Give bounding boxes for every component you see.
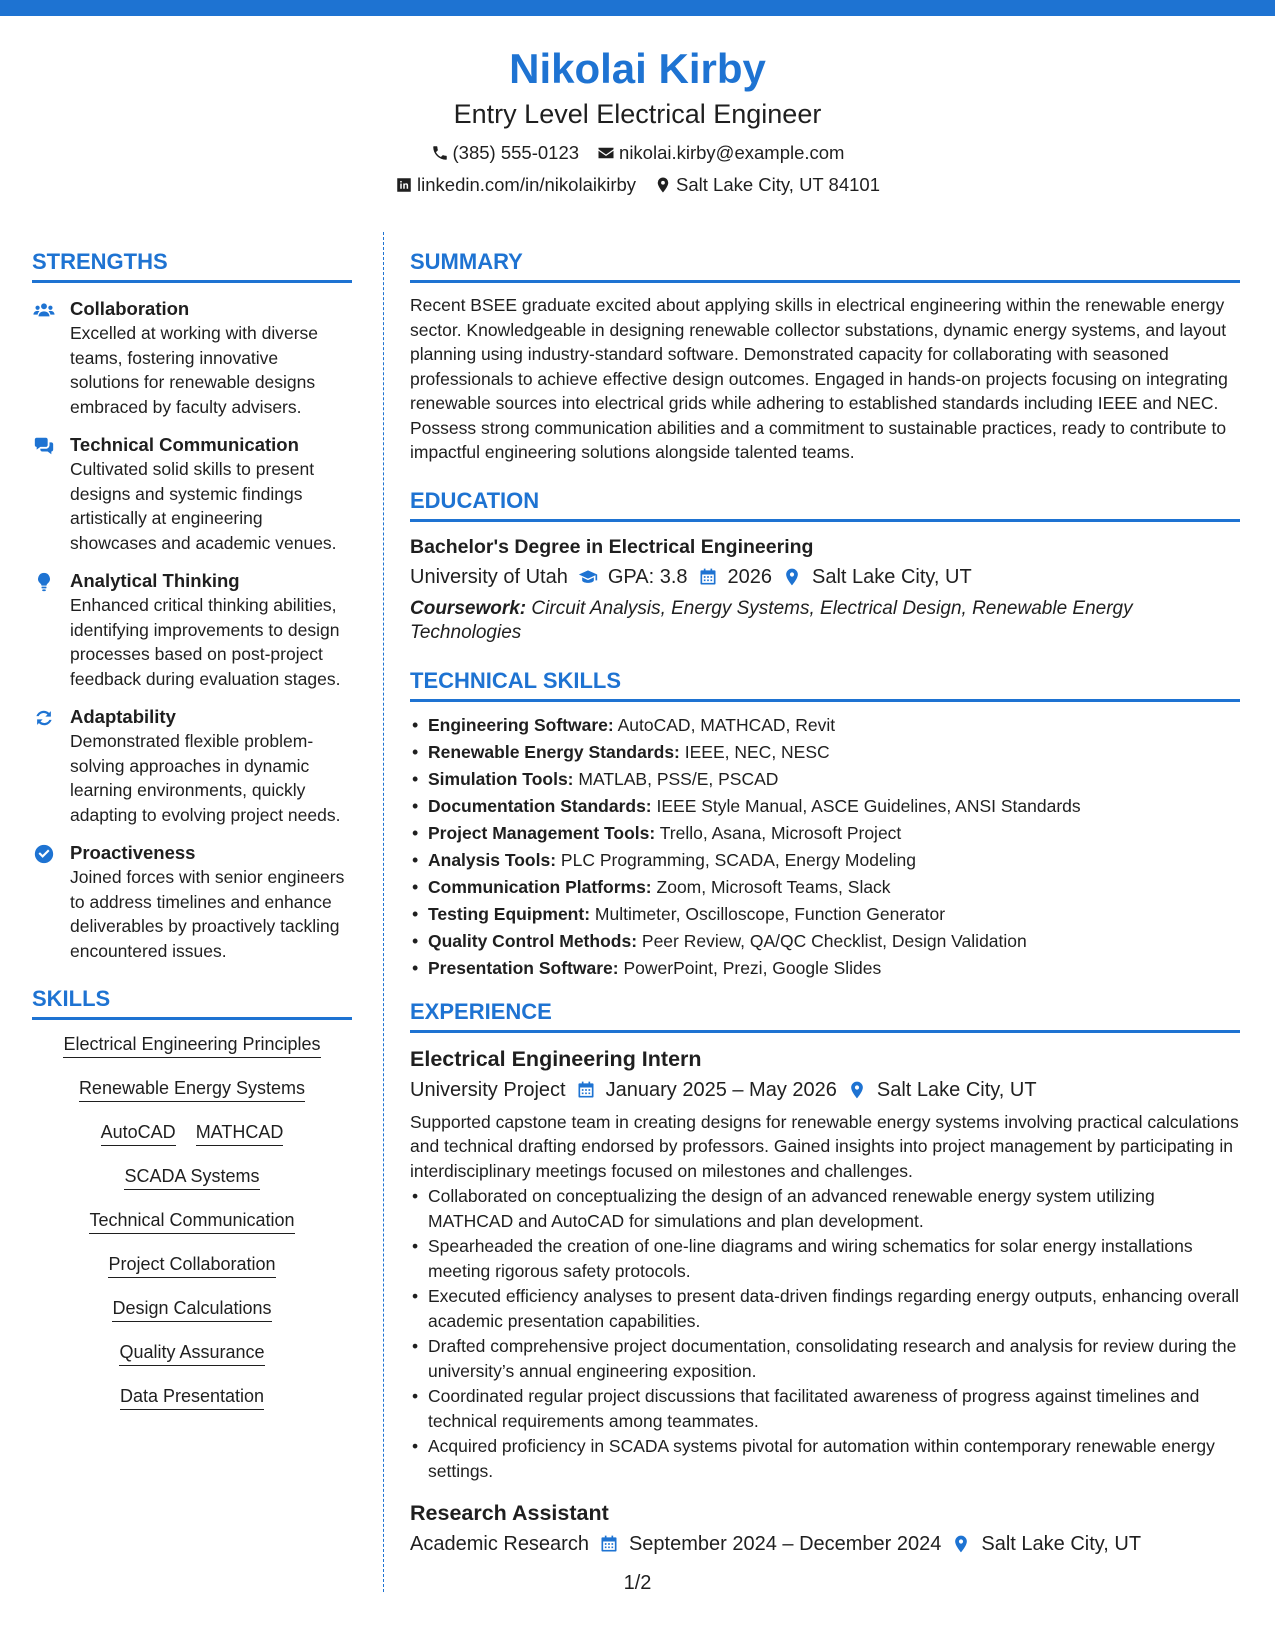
list-item: • Analysis Tools: PLC Programming, SCADA, Energy Modeling <box>410 847 1240 874</box>
phone-icon <box>431 144 449 162</box>
list-item: • Simulation Tools: MATLAB, PSS/E, PSCAD <box>410 766 1240 793</box>
job-description: Supported capstone team in creating designs for renewable energy systems involving practical calculations and technical drafting endorsed by professors. Gained insights into project management by participating in interdisciplinary meetings focused on milestones and challenges. <box>410 1111 1239 1181</box>
list-item: • Drafted comprehensive project documentation, consolidating research and analysis for review during the university’s annual engineering exposition. <box>410 1334 1240 1383</box>
job-org: University Project <box>410 1078 566 1101</box>
strength-title: Adaptability <box>70 706 176 727</box>
linkedin-icon <box>395 176 413 194</box>
school-location: Salt Lake City, UT <box>812 565 972 588</box>
skill-tag: Design Calculations <box>112 1296 271 1322</box>
graduation-year: 2026 <box>727 565 773 588</box>
skill-tag: Technical Communication <box>89 1208 294 1234</box>
phone-text: (385) 555-0123 <box>452 142 580 163</box>
linkedin-text: linkedin.com/in/nikolaikirby <box>417 174 637 195</box>
skill-tag: Renewable Energy Systems <box>79 1076 305 1102</box>
comments-icon <box>33 435 55 457</box>
strength-title: Analytical Thinking <box>70 570 240 591</box>
contact-phone <box>431 142 580 164</box>
degree-title: Bachelor's Degree in Electrical Engineering <box>410 535 814 558</box>
skill-tag: SCADA Systems <box>124 1164 259 1190</box>
gpa-text: GPA: 3.8 <box>607 565 688 588</box>
list-item: • Testing Equipment: Multimeter, Oscilloscope, Function Generator <box>410 901 1240 928</box>
strengths-heading: STRENGTHS <box>32 248 352 283</box>
users-icon <box>33 299 55 321</box>
job-org: Academic Research <box>410 1533 589 1555</box>
list-item: • Spearheaded the creation of one-line diagrams and wiring schematics for solar energy installations meeting rigorous safety protocols. <box>410 1234 1240 1283</box>
strength-desc: Excelled at working with diverse teams, fostering innovative solutions for renewable designs embraced by faculty advisers. <box>70 323 319 417</box>
lightbulb-icon <box>33 571 55 593</box>
contact-row-2 <box>0 174 1275 196</box>
education-meta <box>410 563 1240 591</box>
list-item: • Documentation Standards: IEEE Style Manual, ASCE Guidelines, ANSI Standards <box>410 793 1240 820</box>
left-column <box>32 248 352 1428</box>
job-bullets <box>410 1184 1240 1483</box>
job-location: Salt Lake City, UT <box>981 1533 1142 1555</box>
right-column <box>410 248 1240 1558</box>
list-item: • Communication Platforms: Zoom, Microsoft Teams, Slack <box>410 874 1240 901</box>
list-item: • Acquired proficiency in SCADA systems pivotal for automation within contemporary renewable energy settings. <box>410 1434 1240 1483</box>
strength-item <box>32 433 352 555</box>
skill-tag: Quality Assurance <box>119 1340 264 1366</box>
school-name: University of Utah <box>410 565 568 588</box>
skills-list <box>32 1032 352 1428</box>
strength-title: Proactiveness <box>70 842 196 863</box>
skill-tag: AutoCAD <box>101 1120 176 1146</box>
resume-header <box>0 44 1275 196</box>
skills-heading: SKILLS <box>32 985 352 1020</box>
list-item: • Engineering Software: AutoCAD, MATHCAD, Revit <box>410 712 1240 739</box>
strength-desc: Cultivated solid skills to present designs and systemic findings artistically at engineering showcases and academic venues. <box>70 459 337 553</box>
strength-title: Technical Communication <box>70 434 299 455</box>
map-pin-icon <box>951 1534 971 1554</box>
contact-row-1 <box>0 142 1275 164</box>
coursework <box>410 597 1240 645</box>
calendar-icon <box>576 1080 596 1100</box>
strength-desc: Demonstrated flexible problem-solving approaches in dynamic learning environments, quickly adapting to evolving project needs. <box>70 731 341 825</box>
list-item: • Presentation Software: PowerPoint, Prezi, Google Slides <box>410 955 1240 982</box>
job-location: Salt Lake City, UT <box>876 1078 1037 1101</box>
map-pin-icon <box>654 176 672 194</box>
list-item: • Project Management Tools: Trello, Asana, Microsoft Project <box>410 820 1240 847</box>
strength-item <box>32 297 352 419</box>
envelope-icon <box>597 144 615 162</box>
page-number: 1/2 <box>623 1572 652 1594</box>
summary-heading: SUMMARY <box>410 248 1240 283</box>
education-heading: EDUCATION <box>410 487 1240 522</box>
column-divider <box>383 232 384 1592</box>
skill-tag: Electrical Engineering Principles <box>63 1032 320 1058</box>
summary-text: Recent BSEE graduate excited about applying skills in electrical engineering within the renewable energy sector. Knowledgeable in designing renewable collector substations, dynamic energy systems, and layout planning using industry-standard software. Demonstrated capacity for collaborating with seasoned professionals to achieve effective design outcomes. Engaged in hands-on projects focusing on integrating renewable sources into electrical grids while adhering to established standards including IEEE and NEC. Possess strong communication abilities and a commitment to sustainable practices, ready to contribute to impactful engineering solutions alongside talented teams. <box>410 295 1228 462</box>
skill-tag: Data Presentation <box>120 1384 264 1410</box>
candidate-name: Nikolai Kirby <box>509 45 766 92</box>
experience-heading: EXPERIENCE <box>410 998 1240 1033</box>
calendar-icon <box>698 567 718 587</box>
coursework-label: Coursework: <box>410 597 527 619</box>
skill-tag: MATHCAD <box>196 1120 284 1146</box>
contact-linkedin[interactable] <box>395 174 636 196</box>
job-dates: January 2025 – May 2026 <box>605 1078 837 1101</box>
list-item: • Collaborated on conceptualizing the design of an advanced renewable energy system utilizing MATHCAD and AutoCAD for simulations and plan development. <box>410 1184 1240 1233</box>
strength-item <box>32 841 352 963</box>
map-pin-icon <box>847 1080 867 1100</box>
map-pin-icon <box>782 567 802 587</box>
coursework-list: Circuit Analysis, Energy Systems, Electrical Design, Renewable Energy Technologies <box>410 597 1133 643</box>
job-title: Research Assistant <box>410 1501 609 1525</box>
job-dates: September 2024 – December 2024 <box>628 1533 942 1555</box>
location-text: Salt Lake City, UT 84101 <box>676 174 880 195</box>
strength-item <box>32 569 352 691</box>
contact-email[interactable] <box>597 142 844 164</box>
refresh-icon <box>33 707 55 729</box>
strength-item <box>32 705 352 827</box>
candidate-title: Entry Level Electrical Engineer <box>453 99 822 129</box>
technical-skills-heading: TECHNICAL SKILLS <box>410 667 1240 702</box>
calendar-icon <box>599 1534 619 1554</box>
technical-skills-list <box>410 712 1240 982</box>
strength-title: Collaboration <box>70 298 190 319</box>
list-item: • Executed efficiency analyses to present data-driven findings regarding energy outputs, enhancing overall academic presentation capabilities. <box>410 1284 1240 1333</box>
list-item: • Renewable Energy Standards: IEEE, NEC, NESC <box>410 739 1240 766</box>
list-item: • Quality Control Methods: Peer Review, QA/QC Checklist, Design Validation <box>410 928 1240 955</box>
strength-desc: Enhanced critical thinking abilities, identifying improvements to design processes based on post-project feedback during evaluation stages. <box>70 595 341 689</box>
list-item: • Coordinated regular project discussions that facilitated awareness of progress against timelines and technical requirements among teammates. <box>410 1384 1240 1433</box>
job-title: Electrical Engineering Intern <box>410 1046 702 1071</box>
graduation-cap-icon <box>578 567 598 587</box>
skill-tag: Project Collaboration <box>108 1252 275 1278</box>
job-meta <box>410 1076 1240 1104</box>
check-circle-icon <box>33 843 55 865</box>
job-meta <box>410 1530 1240 1558</box>
contact-location <box>654 174 880 196</box>
email-text: nikolai.kirby@example.com <box>619 142 845 163</box>
strength-desc: Joined forces with senior engineers to address timelines and enhance deliverables by proactively tackling encountered issues. <box>70 867 345 961</box>
top-accent-bar <box>0 0 1275 16</box>
